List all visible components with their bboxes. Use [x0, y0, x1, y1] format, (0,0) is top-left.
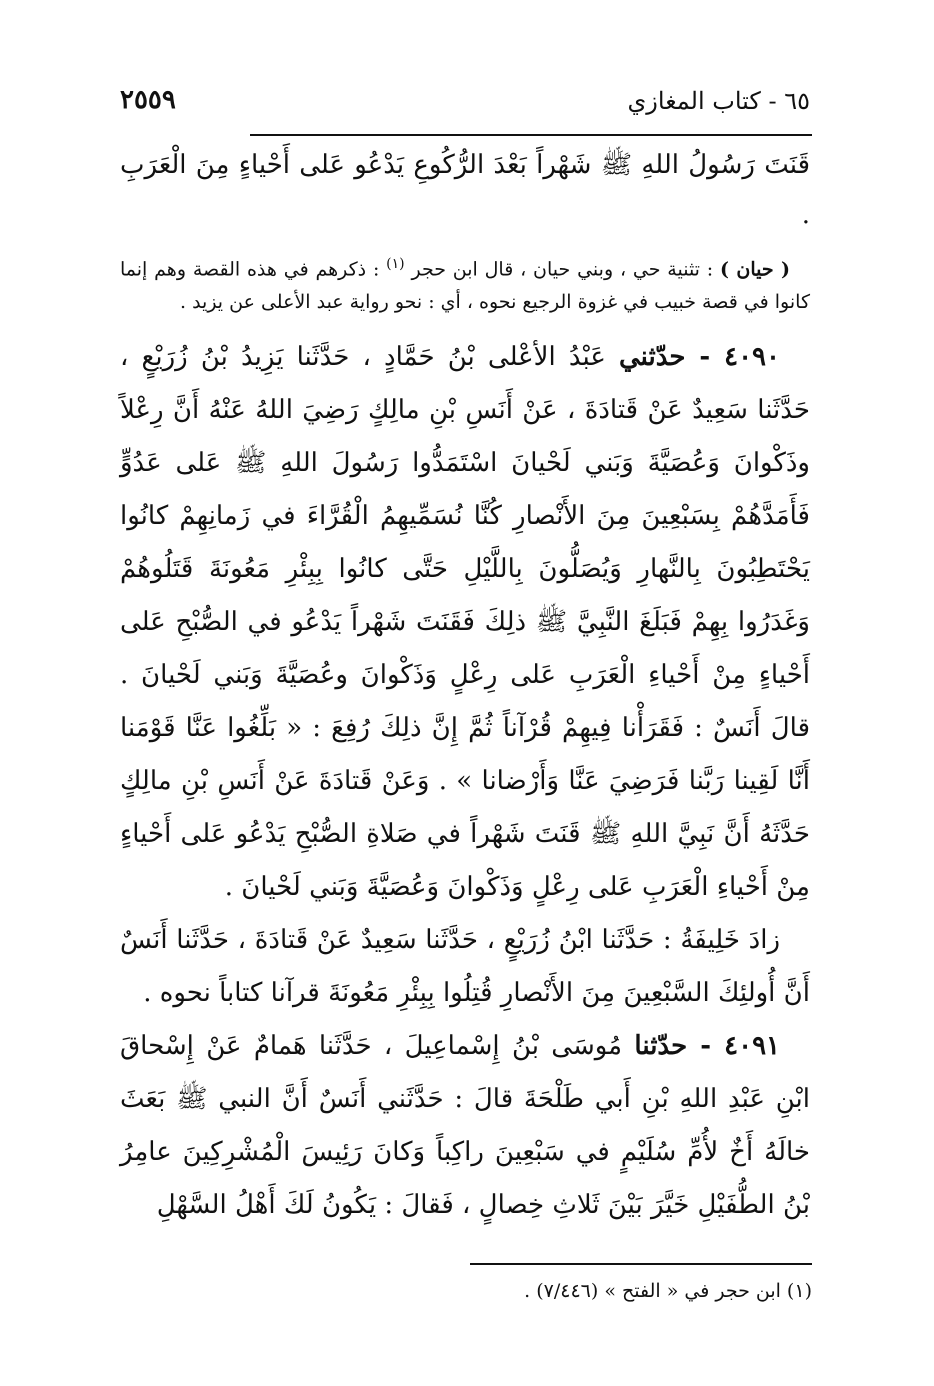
addition-paragraph: زادَ خَلِيفَةُ : حَدَّثَنا ابْنُ زُرَيْعٍ ، حَدَّثَنا سَعِيدٌ عَنْ قَتادَةَ ، حَدَّثَنا أَنَسٌ أَنَّ أُولئِكَ السَّبْعِينَ مِنَ الأَنْصارِ قُتِلُوا بِبِئْرِ مَعُونَةَ قرآنا كتاباً نحوه .	[120, 925, 810, 1009]
hadith-text: مُوسَى بْنُ إِسْماعِيلَ ، حَدَّثَنا هَمامٌ عَنْ إِسْحاقَ ابْنِ عَبْدِ اللهِ بْنِ أَبي طَلْحَةَ قالَ : حَدَّثَني أَنَسٌ أَنَّ النبي ﷺ بَعَثَ خالَهُ أَخٌ لأُمِّ سُلَيْمٍ في سَبْعِينَ راكِباً وَكانَ رَئِيسَ الْمُشْرِكِينَ عامِرُ بْنُ الطُّفَيْلِ خَيَّرَ بَيْنَ ثَلاثِ خِصالٍ ، فَقالَ : يَكُونُ لَكَ أَهْلُ السَّهْلِ	[120, 1031, 810, 1221]
note-text-after-ref: : ذكرهم في هذه القصة وهم إنما كانوا في قصة خبيب في غزوة الرجيع نحوه ، أي : نحو رواية عبد الأعلى عن يزيد .	[120, 258, 810, 314]
running-title: ٦٥ - كتاب المغازي	[627, 87, 810, 115]
verse-line: قَنَتَ رَسُولُ اللهِ ﷺ شَهْراً بَعْدَ الرُّكُوعِ يَدْعُو عَلى أَحْياءٍ مِنَ الْعَرَبِ .	[120, 150, 810, 230]
note-text-before-ref: : تثنية حي ، وبني حيان ، قال ابن حجر	[404, 258, 721, 281]
page-header	[120, 85, 810, 125]
commentary-note	[120, 248, 810, 319]
footnote: (١) ابن حجر في « الفتح » (٧/٤٤٦) .	[524, 1280, 812, 1302]
page-number: ٢٥٥٩	[120, 85, 176, 115]
hadith-4090	[120, 331, 810, 914]
hadith-number: ٤٠٩٠ - حدّثني	[619, 342, 780, 373]
note-term: ( حيان )	[720, 258, 790, 281]
footnote-ref[interactable]: (١)	[386, 256, 405, 272]
page-body	[120, 140, 810, 1232]
header-divider	[250, 134, 812, 136]
hadith-4091	[120, 1020, 810, 1232]
footnote-divider	[470, 1263, 812, 1265]
hadith-number: ٤٠٩١ - حدّثنا	[634, 1031, 780, 1062]
hadith-text: عَبْدُ الأعْلى بْنُ حَمَّادٍ ، حَدَّثَنا يَزِيدُ بْنُ زُرَيْعٍ ، حَدَّثَنا سَعِيدٌ عَنْ قَتادَةَ ، عَنْ أَنَسِ بْنِ مالِكٍ رَضِيَ اللهُ عَنْهُ أَنَّ رِعْلاً وذَكْوانَ وَعُصَيَّةَ وَبَني لَحْيانَ اسْتَمَدُّوا رَسُولَ اللهِ ﷺ عَلى عَدُوٍّ فَأَمَدَّهُمْ بِسَبْعِينَ مِنَ الأَنْصارِ كُنَّا نُسَمِّيهِمُ الْقُرَّاءَ في زَمانِهِمْ كانُوا يَحْتَطِبُونَ بِالنَّهارِ وَيُصَلُّونَ بِاللَّيْلِ حَتَّى كانُوا بِبِئْرِ مَعُونَةَ قَتَلُوهُمْ وَغَدَرُوا بِهِمْ فَبَلَغَ النَّبِيَّ ﷺ ذلِكَ فَقَنَتَ شَهْراً يَدْعُو في الصُّبْحِ عَلى أَحْياءٍ مِنْ أَحْياءِ الْعَرَبِ عَلى رِعْلٍ وَذَكْوانَ وعُصَيَّةَ وَبَني لَحْيانَ . قالَ أَنَسٌ : فَقَرَأْنا فِيهِمْ قُرْآناً ثُمَّ إِنَّ ذلِكَ رُفِعَ : « بَلِّغُوا عَنَّا قَوْمَنا أَنَّا لَقِينا رَبَّنا فَرَضِيَ عَنَّا وَأَرْضانا » . وَعَنْ قَتادَةَ عَنْ أَنَسِ بْنِ مالِكٍ حَدَّثَهُ أَنَّ نَبِيَّ اللهِ ﷺ قَنَتَ شَهْراً في صَلاةِ الصُّبْحِ يَدْعُو عَلى أَحْياءٍ مِنْ أَحْياءِ الْعَرَبِ عَلى رِعْلٍ وَذَكْوانَ وَعُصَيَّةَ وَبَني لَحْيانَ .	[120, 342, 810, 903]
